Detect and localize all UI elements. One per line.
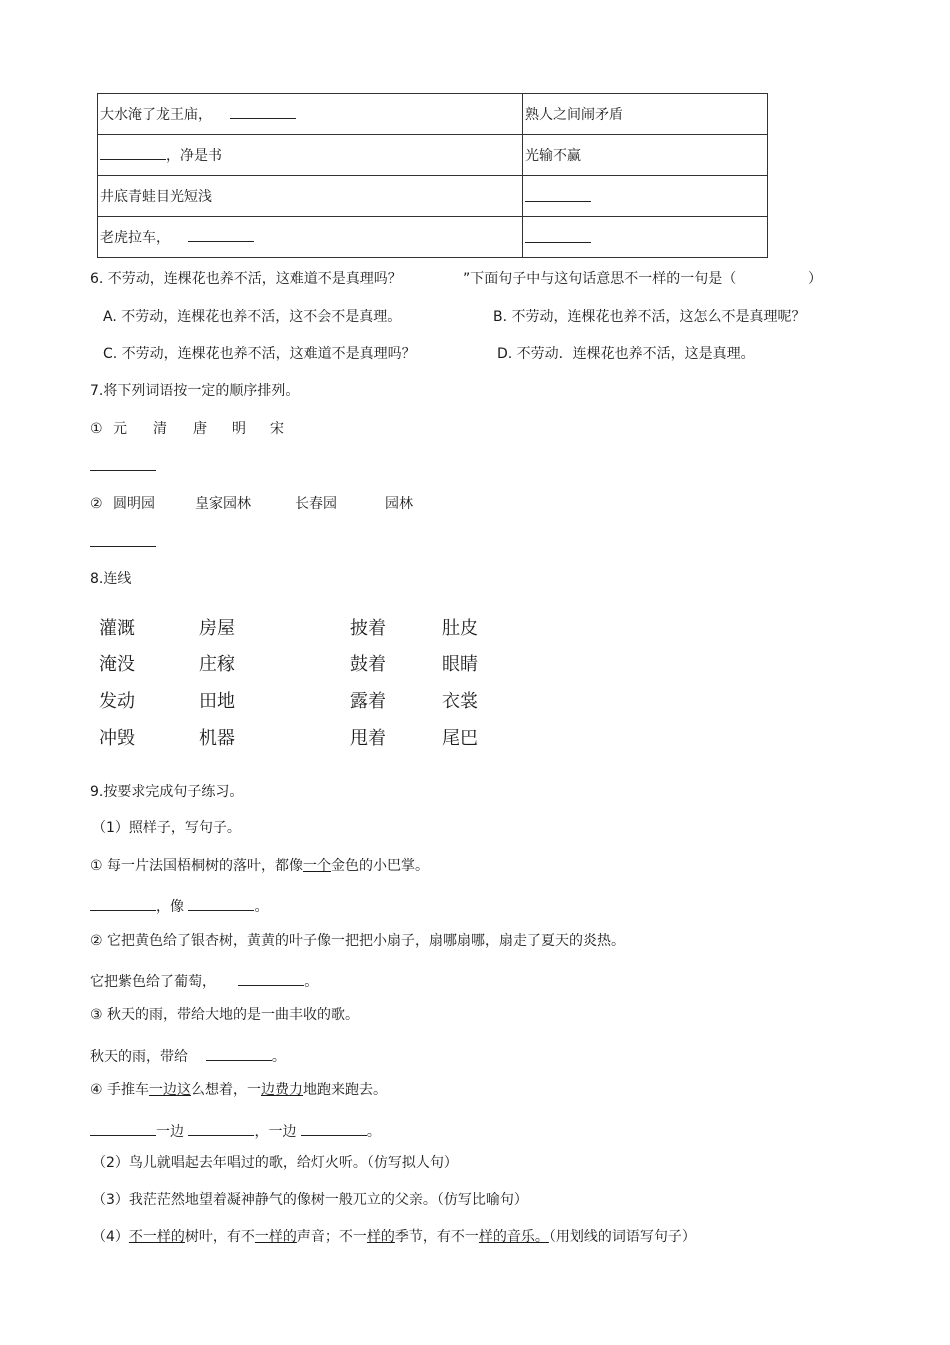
answer-blank[interactable] [90, 1121, 156, 1136]
q7-word: 清 [153, 421, 167, 437]
table-row [98, 94, 768, 135]
q8-word[interactable]: 尾巴 [442, 728, 478, 749]
answer-blank[interactable] [188, 227, 254, 242]
q6-stem-text-b: ”下面句子中与这句话意思不一样的一句是（ [463, 271, 737, 287]
q8-word[interactable]: 灌溉 [99, 618, 135, 639]
q7-word: 元 [113, 421, 127, 437]
q9-answer4: 一边 ，一边 。 [90, 1121, 381, 1139]
q7-word: 宋 [270, 421, 284, 437]
table-cell [523, 217, 768, 258]
q9-part4: （4）不一样的树叶，有不一样的声音；不一样的季节，有不一样的音乐。（用划线的词语写句子） [92, 1229, 696, 1245]
q9-sentence3: ③ 秋天的雨，带给大地的是一曲丰收的歌。 [90, 1007, 359, 1023]
q8-word[interactable]: 庄稼 [199, 654, 235, 675]
answer-blank[interactable] [238, 971, 304, 986]
q7-group1-num: ① [90, 421, 103, 437]
q9-part3: （3）我茫茫然地望着凝神静气的像树一般兀立的父亲。（仿写比喻句） [92, 1192, 528, 1208]
q8-title: 8.连线 [90, 571, 132, 587]
q8-word[interactable]: 露着 [350, 691, 386, 712]
q8-word[interactable]: 机器 [199, 728, 235, 749]
q7-word: 皇家园林 [195, 496, 251, 512]
q9-title: 9.按要求完成句子练习。 [90, 784, 244, 800]
q8-word[interactable]: 披着 [350, 618, 386, 639]
q8-word[interactable]: 发动 [99, 691, 135, 712]
q6-stem-text: 6. 不劳动，连棵花也养不活，这难道不是真理吗？ [90, 271, 402, 287]
q9-sentence1: ① 每一片法国梧桐树的落叶，都像一个金色的小巴掌。 [90, 858, 430, 874]
answer-blank[interactable] [90, 896, 156, 911]
q9-part2: （2）鸟儿就唱起去年唱过的歌，给灯火听。（仿写拟人句） [92, 1155, 458, 1171]
answer-blank[interactable] [90, 546, 156, 547]
q7-word: 长春园 [295, 496, 337, 512]
q7-word: 唐 [193, 421, 207, 437]
q9-sentence4: ④ 手推车一边这么想着，一边费力地跑来跑去。 [90, 1082, 388, 1098]
answer-blank[interactable] [100, 145, 166, 160]
q8-word[interactable]: 田地 [199, 691, 235, 712]
q8-word[interactable]: 衣裳 [442, 691, 478, 712]
q7-group2-num: ② [90, 496, 103, 512]
q8-word[interactable]: 冲毁 [99, 728, 135, 749]
q7-word: 圆明园 [113, 496, 155, 512]
q9-part1: （1）照样子，写句子。 [92, 820, 241, 836]
answer-blank[interactable] [525, 228, 591, 243]
answer-blank[interactable] [90, 470, 156, 471]
q6-stem [90, 272, 402, 286]
q9-answer2: 它把紫色给了葡萄， 。 [90, 971, 318, 989]
answer-blank[interactable] [206, 1046, 272, 1061]
table-cell: 大水淹了龙王庙， [98, 94, 523, 135]
q6-stem-cont [463, 272, 736, 286]
q7-title: 7.将下列词语按一定的顺序排列。 [90, 383, 300, 399]
answer-blank[interactable] [301, 1121, 367, 1136]
q9-answer1: ，像 。 [90, 896, 268, 914]
q8-word[interactable]: 肚皮 [442, 618, 478, 639]
q6-option-d[interactable]: D. 不劳动．连棵花也养不活，这是真理。 [497, 346, 755, 362]
q8-word[interactable]: 房屋 [199, 618, 235, 639]
answer-blank[interactable] [188, 896, 254, 911]
q9-answer3: 秋天的雨，带给 。 [90, 1046, 286, 1064]
q7-word: 明 [232, 421, 246, 437]
answer-blank[interactable] [525, 187, 591, 202]
q8-word[interactable]: 眼睛 [442, 654, 478, 675]
q7-word: 园林 [385, 496, 413, 512]
q6-option-a[interactable]: A. 不劳动，连棵花也养不活，这不会不是真理。 [103, 309, 402, 325]
answer-blank[interactable] [230, 104, 296, 119]
q6-option-b[interactable]: B. 不劳动，连棵花也养不活，这怎么不是真理呢？ [493, 309, 806, 325]
table-cell: ，净是书 [98, 135, 523, 176]
table-cell [523, 176, 768, 217]
q6-paren-close: ） [808, 271, 822, 287]
q8-word[interactable]: 淹没 [99, 654, 135, 675]
table-row [98, 176, 768, 217]
table-row [98, 135, 768, 176]
idiom-table [97, 93, 768, 258]
answer-blank[interactable] [188, 1121, 254, 1136]
table-row [98, 217, 768, 258]
q9-sentence2: ② 它把黄色给了银杏树，黄黄的叶子像一把把小扇子，扇哪扇哪，扇走了夏天的炎热。 [90, 933, 625, 949]
table-cell: 光输不赢 [523, 135, 768, 176]
q8-word[interactable]: 甩着 [350, 728, 386, 749]
q6-option-c[interactable]: C. 不劳动，连棵花也养不活，这难道不是真理吗？ [103, 346, 416, 362]
table-cell: 井底青蛙目光短浅 [98, 176, 523, 217]
table-cell: 熟人之间闹矛盾 [523, 94, 768, 135]
q8-word[interactable]: 鼓着 [350, 654, 386, 675]
table-cell: 老虎拉车， [98, 217, 523, 258]
